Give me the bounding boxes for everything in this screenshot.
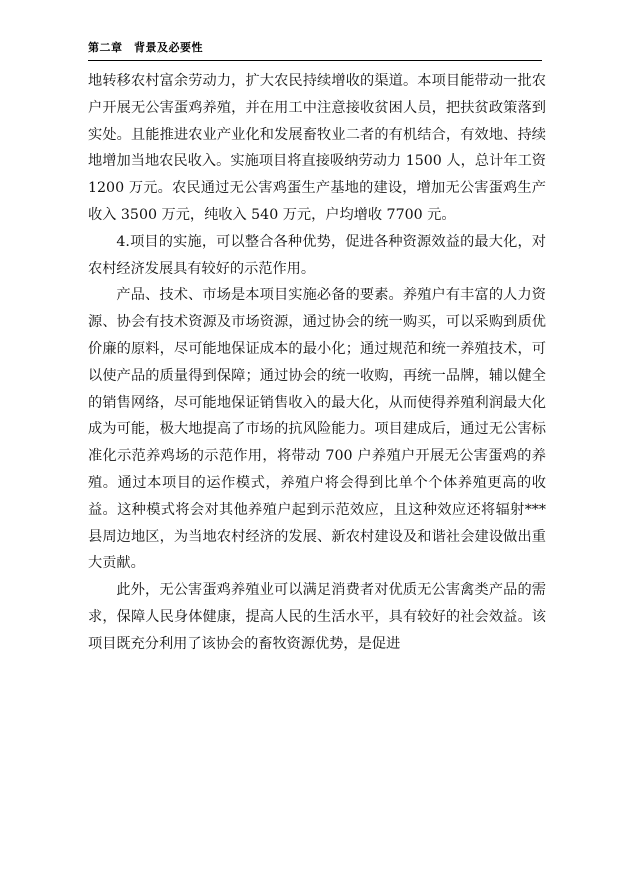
paragraph-elements: 产品、技术、市场是本项目实施必备的要素。养殖户有丰富的人力资源、协会有技术资源及市场资源，通过协会的统一购买，可以采购到质优价廉的原料，尽可能地保证成本的最小化；通过规范和统一养殖技术，可以使产品的质量得到保障；通过协会的统一收购，再统一品牌，辅以健全的销售网络，尽可能地保证销售收入的最大化，从而使得养殖利润最大化成为可能，极大地提高了市场的抗风险能力。项目建成后，通过无公害标准化示范养鸡场的示范作用，将带动 700 户养殖户开展无公害蛋鸡的养殖。通过本项目的运作模式，养殖户将会得到比单个个体养殖更高的收益。这种模式将会对其他养殖户起到示范效应，且这种效应还将辐射***县周边地区，为当地农村经济的发展、新农村建设及和谐社会建设做出重大贡献。 (88, 287, 546, 572)
body-text (88, 68, 546, 658)
paragraph-social-benefits: 此外，无公害蛋鸡养殖业可以满足消费者对优质无公害禽类产品的需求，保障人民身体健康，提高人民的生活水平，具有较好的社会效益。该项目既充分利用了该协会的畜牧资源优势，是促进 (88, 582, 546, 652)
chapter-header: 第二章 背景及必要性 (88, 41, 203, 54)
paragraph-point-4: 4.项目的实施，可以整合各种优势，促进各种资源效益的最大化，对农村经济发展具有较好的示范作用。 (88, 233, 546, 277)
paragraph-continuation: 地转移农村富余劳动力，扩大农民持续增收的渠道。本项目能带动一批农户开展无公害蛋鸡养殖，并在用工中注意接收贫困人员，把扶贫政策落到实处。且能推进农业产业化和发展畜牧业二者的有机结合，有效地、持续地增加当地农民收入。实施项目将直接吸纳劳动力 1500 人，总计年工资 1200 万元。农民通过无公害鸡蛋生产基地的建设，增加无公害蛋鸡生产收入 3500 万元，纯收入 540 万元，户均增收 7700 元。 (88, 73, 546, 223)
header-divider (88, 60, 542, 61)
